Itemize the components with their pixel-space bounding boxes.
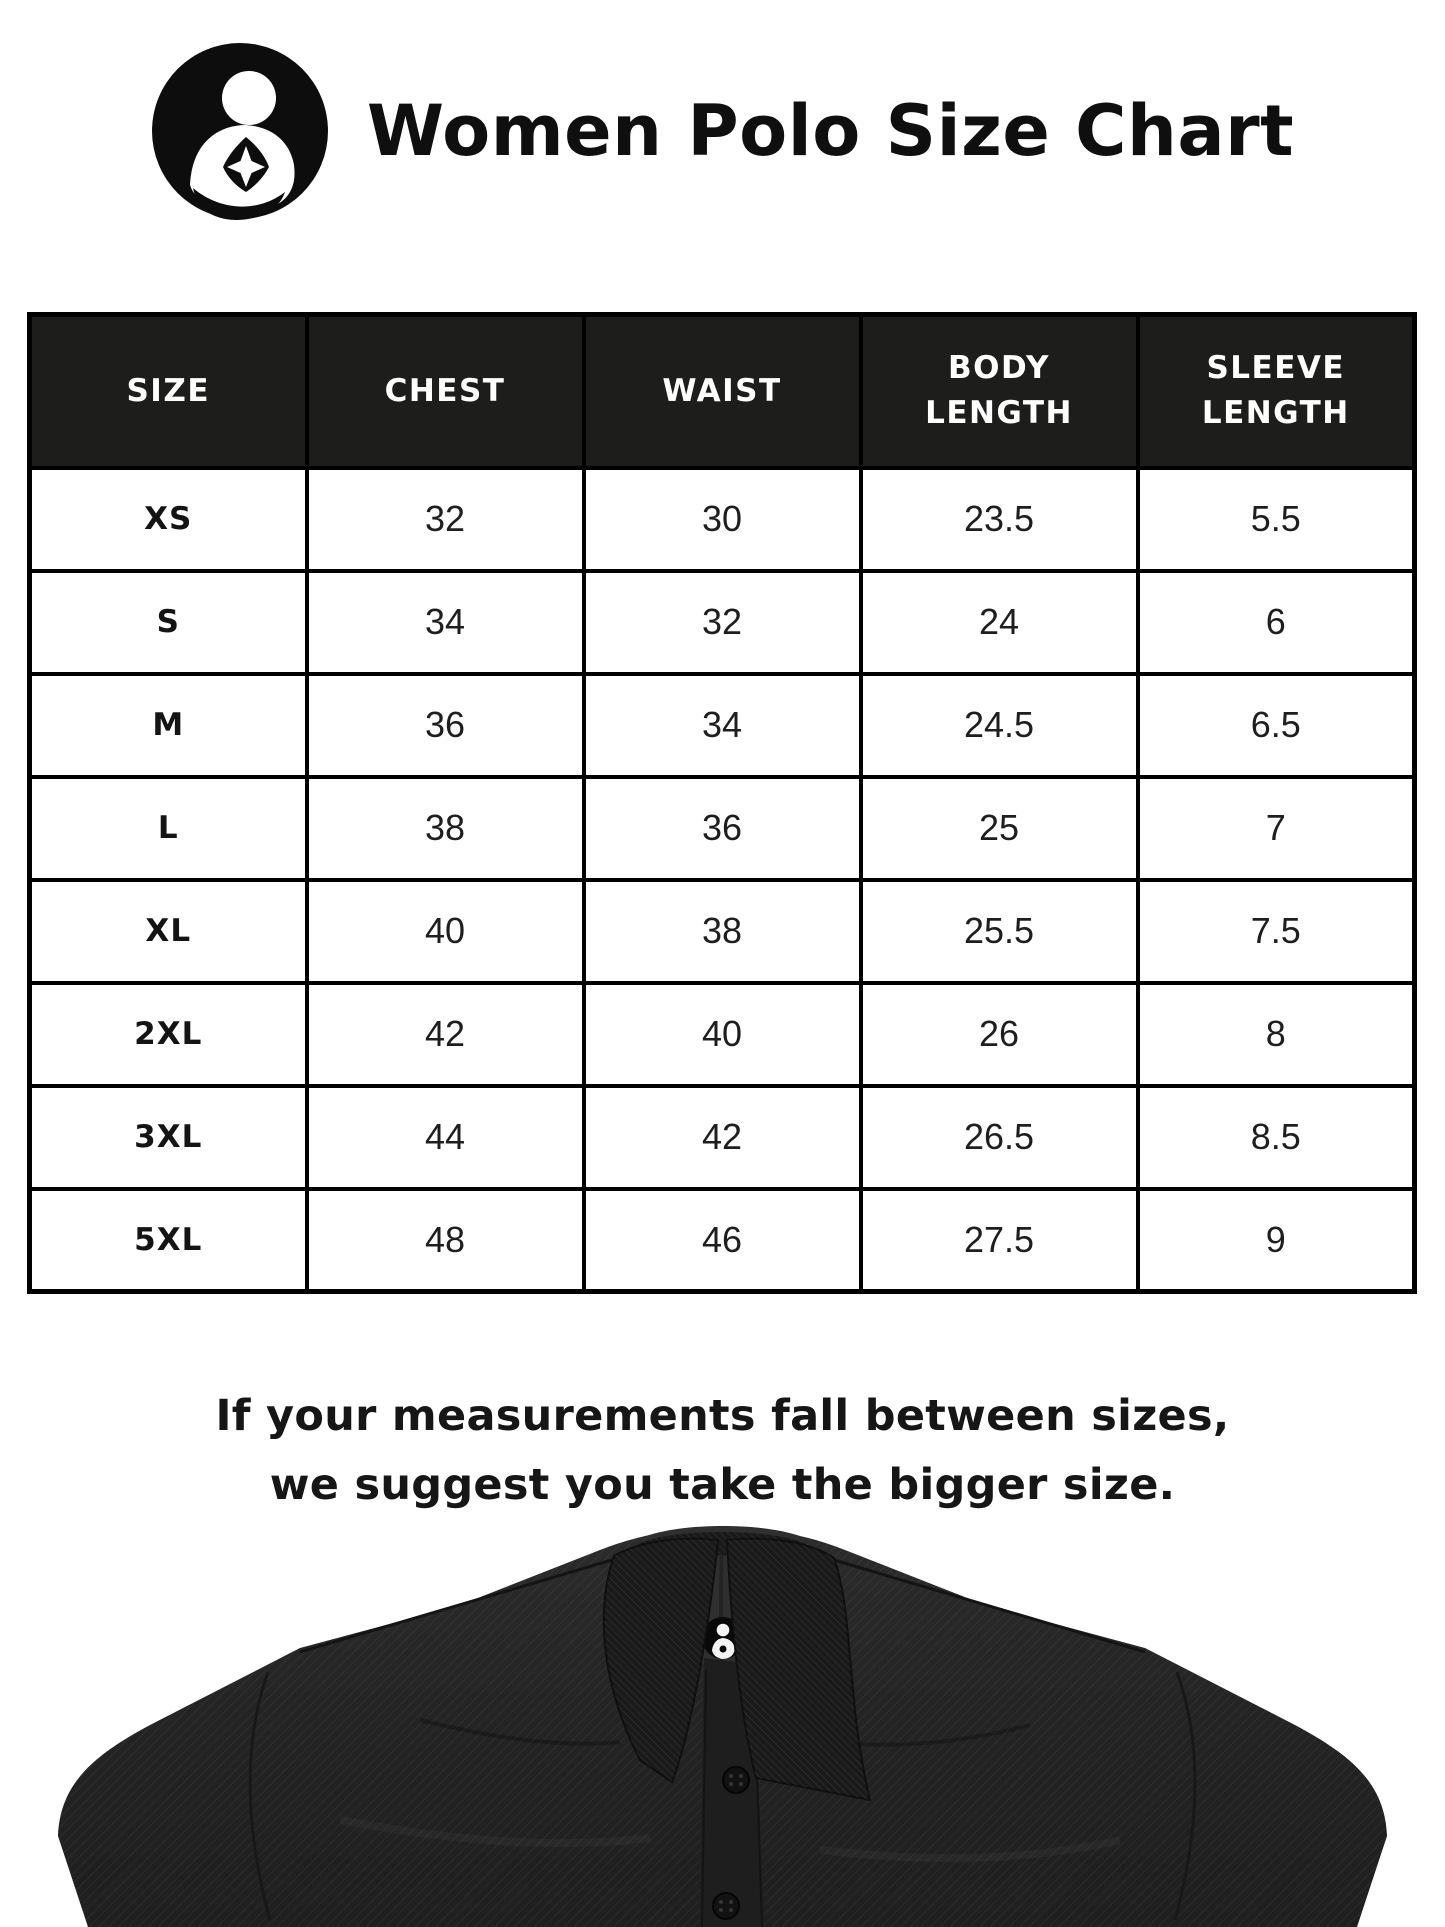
polo-shirt-image xyxy=(0,1520,1445,1927)
chest-value: 34 xyxy=(307,571,584,674)
body-length-value: 24 xyxy=(861,571,1138,674)
body-length-value: 27.5 xyxy=(861,1189,1138,1292)
chest-value: 42 xyxy=(307,983,584,1086)
chest-value: 36 xyxy=(307,674,584,777)
chest-value: 32 xyxy=(307,468,584,571)
waist-value: 32 xyxy=(584,571,861,674)
table-row-3xl xyxy=(30,1086,1415,1189)
fit-note-line-2: we suggest you take the bigger size. xyxy=(269,1459,1176,1510)
waist-value: 38 xyxy=(584,880,861,983)
waist-value: 46 xyxy=(584,1189,861,1292)
table-row-xs xyxy=(30,468,1415,571)
size-label: S xyxy=(30,571,307,674)
table-row-m xyxy=(30,674,1415,777)
table-row-5xl xyxy=(30,1189,1415,1292)
column-header-chest: CHEST xyxy=(307,315,584,468)
sleeve-length-value: 6 xyxy=(1138,571,1415,674)
polo-button-top xyxy=(723,1767,749,1793)
size-label: 2XL xyxy=(30,983,307,1086)
column-header-body-length: BODY LENGTH xyxy=(861,315,1138,468)
table-row-xl xyxy=(30,880,1415,983)
body-length-value: 25.5 xyxy=(861,880,1138,983)
mother-and-child-logo-icon xyxy=(151,42,329,220)
size-label: M xyxy=(30,674,307,777)
waist-value: 36 xyxy=(584,777,861,880)
column-header-waist: WAIST xyxy=(584,315,861,468)
sleeve-length-value: 7.5 xyxy=(1138,880,1415,983)
chest-value: 40 xyxy=(307,880,584,983)
waist-value: 34 xyxy=(584,674,861,777)
body-length-value: 23.5 xyxy=(861,468,1138,571)
size-label: 3XL xyxy=(30,1086,307,1189)
fit-note xyxy=(0,1382,1445,1520)
waist-value: 30 xyxy=(584,468,861,571)
chest-value: 44 xyxy=(307,1086,584,1189)
table-header-row xyxy=(30,315,1415,468)
body-length-value: 25 xyxy=(861,777,1138,880)
chest-value: 38 xyxy=(307,777,584,880)
chest-value: 48 xyxy=(307,1189,584,1292)
fit-note-line-1: If your measurements fall between sizes, xyxy=(215,1391,1230,1441)
polo-button-bottom xyxy=(713,1893,739,1919)
size-label: XS xyxy=(30,468,307,571)
table-row-2xl xyxy=(30,983,1415,1086)
waist-value: 40 xyxy=(584,983,861,1086)
table-row-l xyxy=(30,777,1415,880)
sleeve-length-value: 8 xyxy=(1138,983,1415,1086)
sleeve-length-value: 9 xyxy=(1138,1189,1415,1292)
column-header-sleeve-length: SLEEVE LENGTH xyxy=(1138,315,1415,468)
sleeve-length-value: 7 xyxy=(1138,777,1415,880)
size-chart-table xyxy=(27,312,1417,1294)
waist-value: 42 xyxy=(584,1086,861,1189)
body-length-value: 26 xyxy=(861,983,1138,1086)
size-label: 5XL xyxy=(30,1189,307,1292)
size-label: L xyxy=(30,777,307,880)
size-label: XL xyxy=(30,880,307,983)
table-row-s xyxy=(30,571,1415,674)
page-title: Women Polo Size Chart xyxy=(366,90,1295,172)
brand-header xyxy=(0,42,1445,220)
column-header-size: SIZE xyxy=(30,315,307,468)
body-length-value: 26.5 xyxy=(861,1086,1138,1189)
size-chart-table-container xyxy=(27,312,1417,1294)
sleeve-length-value: 5.5 xyxy=(1138,468,1415,571)
sleeve-length-value: 8.5 xyxy=(1138,1086,1415,1189)
sleeve-length-value: 6.5 xyxy=(1138,674,1415,777)
body-length-value: 24.5 xyxy=(861,674,1138,777)
